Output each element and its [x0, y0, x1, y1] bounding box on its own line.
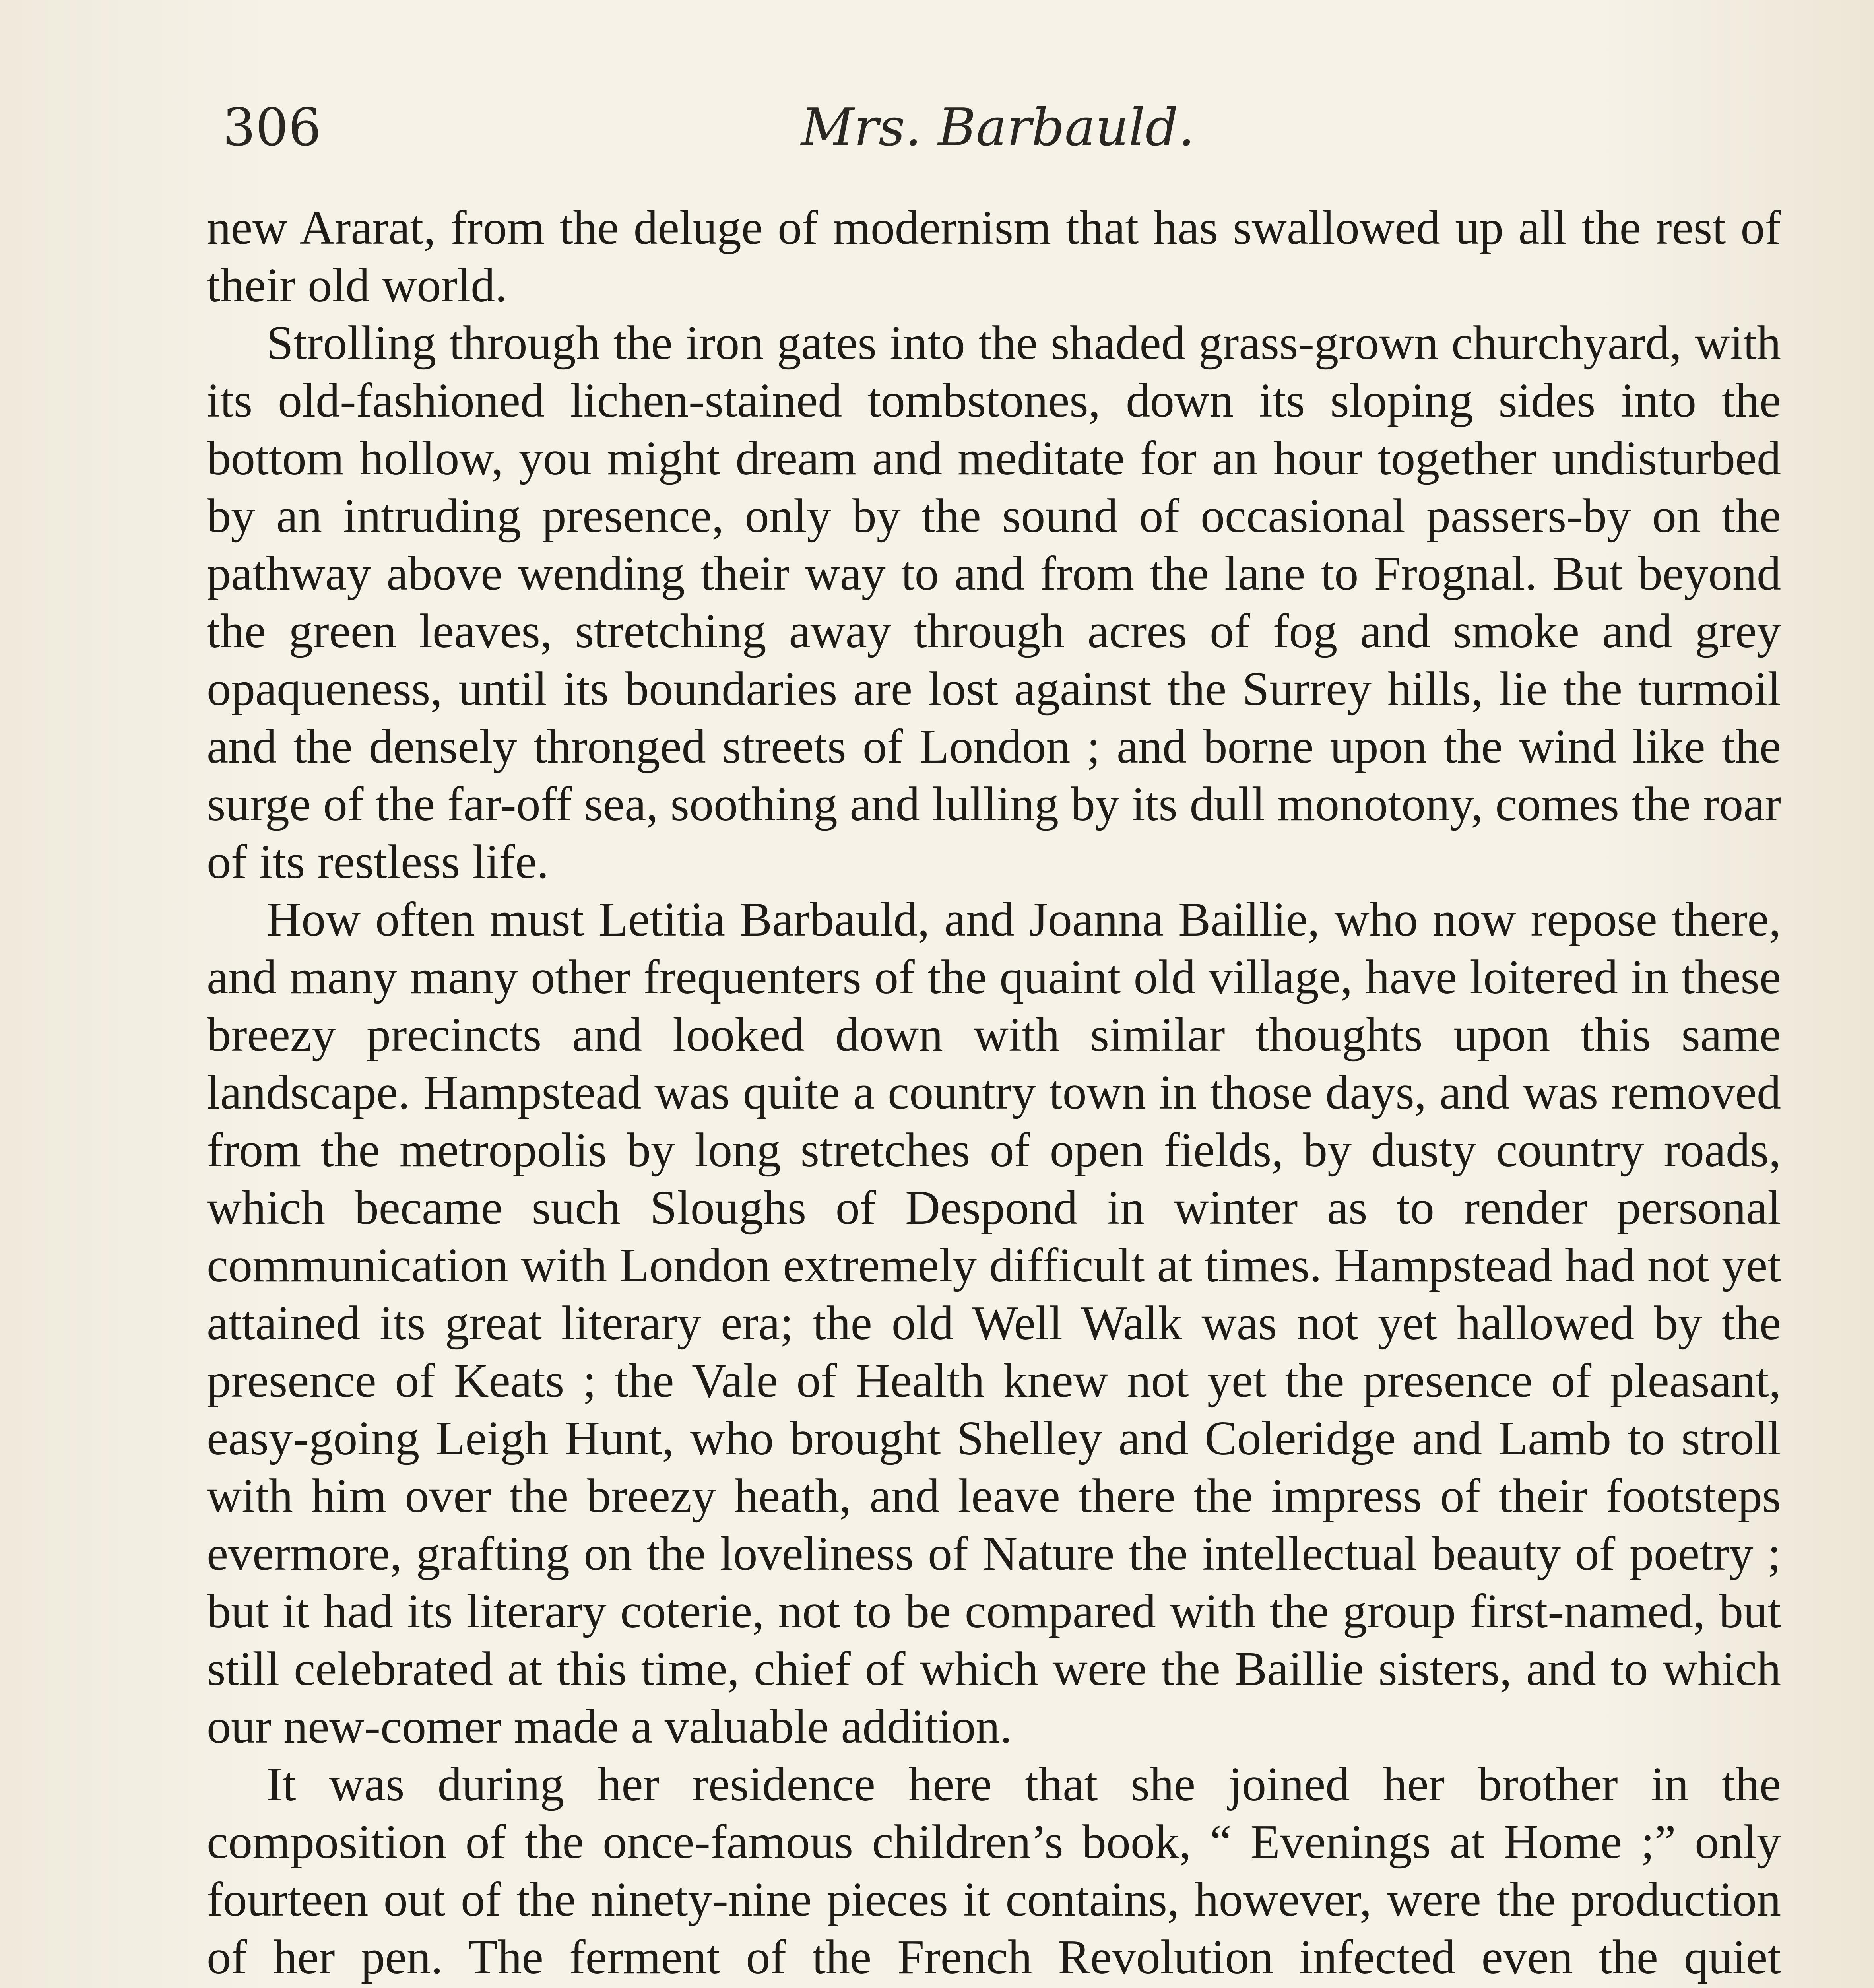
running-title: Mrs. Barbauld.: [801, 97, 1195, 157]
paragraph-churchyard: Strolling through the iron gates into the shaded grass-grown churchyard, with its old-fashioned lichen-stained tombstones, down its sloping sides into the bottom hollow, you might dream and meditate for an hour together undisturbed by an intruding presence, only by the sound of occasional passers-by on the pathway above wending their way to and from the lane to Frognal. But beyond the green leaves, stretching away through acres of fog and smoke and grey opaqueness, until its boundaries are lost against the Surrey hills, lie the turmoil and the densely thronged streets of London ; and borne upon the wind like the surge of the far-off sea, soothing and lulling by its dull monotony, comes the roar of its restless life.: [207, 316, 1781, 889]
body-text: [207, 199, 1781, 1988]
page-header: [223, 87, 1773, 167]
page-number: 306: [223, 97, 322, 157]
paragraph-evenings-at-home: It was during her residence here that she joined her brother in the composition of the once-famous children’s book, “ Evenings at Home ;” only fourteen out of the ninety-nine pieces it contains, however, were the production of her pen. The ferment of the French Revolution infected even the quiet: [207, 1757, 1781, 1984]
paragraph-hampstead: How often must Letitia Barbauld, and Joanna Baillie, who now repose there, and many many other frequenters of the quaint old village, have loitered in these breezy precincts and looked down with similar thoughts upon this same landscape. Hampstead was quite a country town in those days, and was removed from the metropolis by long stretches of open fields, by dusty country roads, which became such Sloughs of Despond in winter as to render personal communication with London extremely difficult at times. Hampstead had not yet attained its great literary era; the old Well Walk was not yet hallowed by the presence of Keats ; the Vale of Health knew not yet the presence of pleasant, easy-going Leigh Hunt, who brought Shelley and Coleridge and Lamb to stroll with him over the breezy heath, and leave there the impress of their footsteps evermore, grafting on the loveliness of Nature the intellectual beauty of poetry ; but it had its literary coterie, not to be compared with the group first-named, but still celebrated at this time, chief of which were the Baillie sisters, and to which our new-comer made a valuable addition.: [207, 893, 1781, 1753]
paragraph-continuation: new Ararat, from the deluge of modernism that has swallowed up all the rest of their old world.: [207, 201, 1781, 312]
